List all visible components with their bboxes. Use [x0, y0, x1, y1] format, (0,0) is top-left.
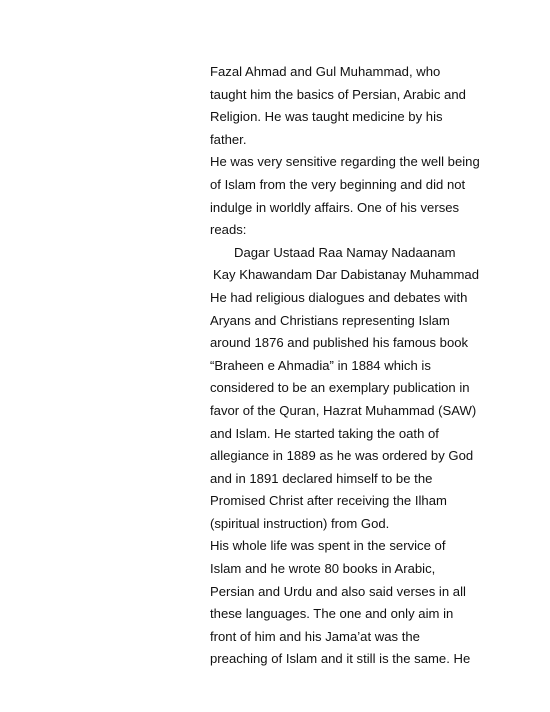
text-line: Fazal Ahmad and Gul Muhammad, who [210, 64, 441, 79]
text-line: preaching of Islam and it still is the same. He [210, 651, 471, 667]
text-line: (spiritual instruction) from God. [210, 515, 390, 531]
text-line: these languages. The one and only aim in [210, 606, 454, 622]
text-line: and Islam. He started taking the oath of [210, 425, 439, 441]
text-line: favor of the Quran, Hazrat Muhammad (SAW) [210, 402, 477, 418]
text-line: He was very sensitive regarding the well being [210, 154, 480, 170]
text-line: and in 1891 declared himself to be the [210, 470, 433, 486]
text-line: of Islam from the very beginning and did not [210, 176, 466, 192]
text-line: allegiance in 1889 as he was ordered by God [210, 448, 474, 464]
text-line: taught him the basics of Persian, Arabic and [210, 86, 466, 102]
text-line: Islam and he wrote 80 books in Arabic, [210, 561, 436, 577]
text-line: Persian and Urdu and also said verses in all [210, 583, 466, 599]
text-line: indulge in worldly affairs. One of his verses [210, 199, 460, 215]
text-line: Promised Christ after receiving the Ilham [210, 493, 447, 509]
text-line: considered to be an exemplary publication in [210, 380, 470, 396]
text-line: Religion. He was taught medicine by his [210, 109, 443, 125]
text-line: “Braheen e Ahmadia” in 1884 which is [210, 357, 431, 373]
text-line: reads: [210, 222, 247, 238]
verse-line: Kay Khawandam Dar Dabistanay Muhammad [213, 267, 480, 283]
text-line: around 1876 and published his famous book [210, 335, 469, 351]
verse-line: Dagar Ustaad Raa Namay Nadaanam [234, 244, 456, 260]
text-line: He had religious dialogues and debates with [210, 289, 468, 305]
text-line: His whole life was spent in the service of [210, 538, 446, 554]
text-line: front of him and his Jama’at was the [210, 628, 420, 644]
body-text [210, 61, 500, 671]
text-line: father. [210, 131, 247, 147]
text-line: Aryans and Christians representing Islam [210, 312, 450, 328]
